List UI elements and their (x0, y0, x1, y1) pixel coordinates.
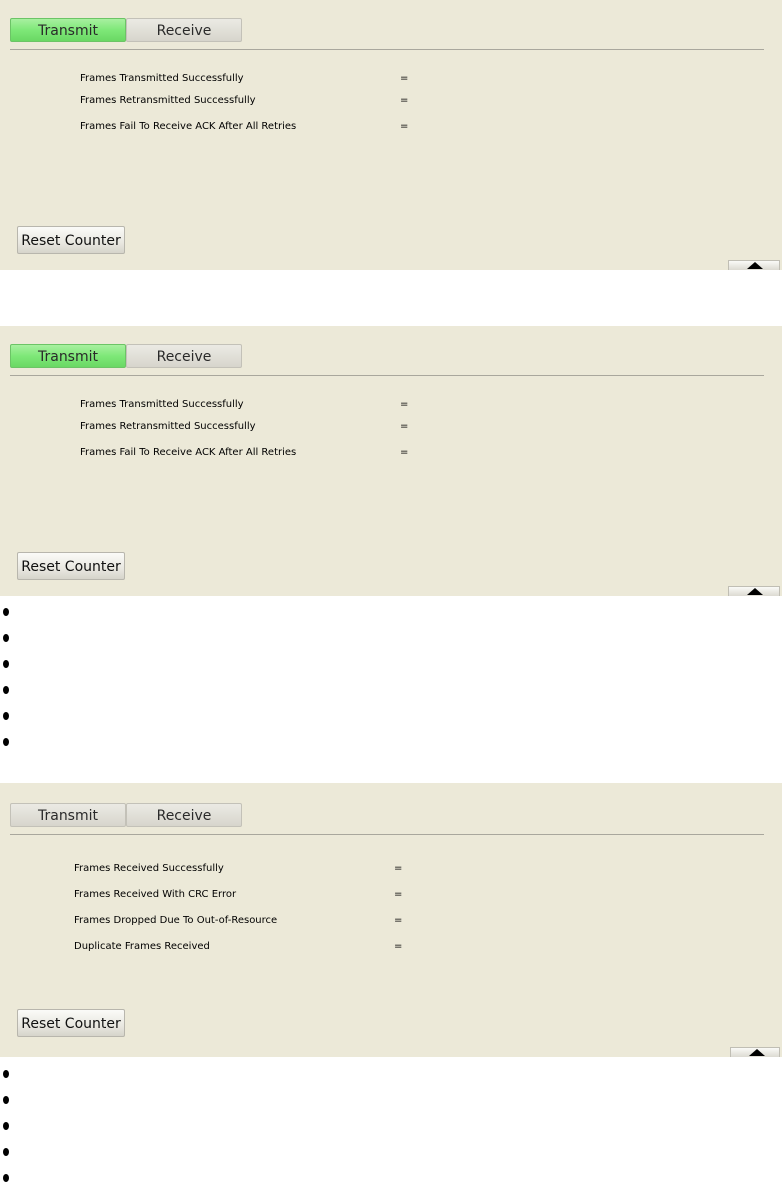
stat-row (74, 889, 494, 903)
stat-label: Frames Retransmitted Successfully (80, 421, 256, 432)
tab-bar (10, 344, 242, 368)
collapse-up-arrow-icon (747, 588, 763, 595)
stat-equals: = (400, 399, 409, 410)
stat-equals: = (394, 863, 403, 874)
stat-label: Frames Transmitted Successfully (80, 399, 244, 410)
bullet-dot-icon (3, 1070, 9, 1078)
tab-transmit[interactable]: Transmit (10, 18, 126, 42)
divider (10, 375, 764, 376)
stat-row (74, 915, 494, 929)
tab-bar (10, 803, 242, 827)
bullet-dot-icon (3, 712, 9, 720)
stat-label: Frames Fail To Receive ACK After All Retries (80, 121, 297, 132)
stat-equals: = (394, 889, 403, 900)
bullet-list (0, 604, 60, 754)
stat-row (80, 421, 500, 435)
collapse-up-arrow-icon (749, 1049, 765, 1056)
bullet-dot-icon (3, 634, 9, 642)
bullet-dot-icon (3, 686, 9, 694)
statistics-panel-receive (0, 783, 782, 1057)
stat-equals: = (400, 95, 409, 106)
tab-transmit[interactable]: Transmit (10, 803, 126, 827)
collapse-button[interactable] (728, 260, 780, 270)
stat-label: Frames Transmitted Successfully (80, 73, 244, 84)
divider (10, 834, 764, 835)
bullet-dot-icon (3, 1148, 9, 1156)
stat-label: Duplicate Frames Received (74, 941, 210, 952)
tab-receive[interactable]: Receive (126, 344, 242, 368)
stat-row (80, 399, 500, 413)
stat-row (74, 863, 494, 877)
statistics-panel-transmit (0, 326, 782, 596)
stat-label: Frames Fail To Receive ACK After All Retries (80, 447, 297, 458)
stat-label: Frames Retransmitted Successfully (80, 95, 256, 106)
tab-receive[interactable]: Receive (126, 18, 242, 42)
reset-counter-button[interactable]: Reset Counter (17, 226, 125, 254)
tab-transmit[interactable]: Transmit (10, 344, 126, 368)
bullet-dot-icon (3, 608, 9, 616)
bullet-dot-icon (3, 738, 9, 746)
collapse-button[interactable] (728, 586, 780, 596)
stat-equals: = (400, 73, 409, 84)
tab-receive[interactable]: Receive (126, 803, 242, 827)
stat-label: Frames Received Successfully (74, 863, 224, 874)
stat-row (80, 73, 500, 87)
bullet-dot-icon (3, 1174, 9, 1182)
stat-row (80, 447, 500, 461)
reset-counter-button[interactable]: Reset Counter (17, 552, 125, 580)
stat-row (80, 121, 500, 135)
stat-row (74, 941, 494, 955)
stat-equals: = (400, 447, 409, 458)
bullet-dot-icon (3, 1096, 9, 1104)
stat-row (80, 95, 500, 109)
bullet-list (0, 1066, 60, 1184)
stat-label: Frames Received With CRC Error (74, 889, 237, 900)
bullet-dot-icon (3, 1122, 9, 1130)
stat-equals: = (394, 915, 403, 926)
bullet-dot-icon (3, 660, 9, 668)
collapse-up-arrow-icon (747, 262, 763, 269)
stat-equals: = (394, 941, 403, 952)
reset-counter-button[interactable]: Reset Counter (17, 1009, 125, 1037)
stat-equals: = (400, 421, 409, 432)
statistics-panel-transmit (0, 0, 782, 270)
tab-bar (10, 18, 242, 42)
stat-equals: = (400, 121, 409, 132)
stat-label: Frames Dropped Due To Out-of-Resource (74, 915, 278, 926)
divider (10, 49, 764, 50)
collapse-button[interactable] (730, 1047, 780, 1057)
